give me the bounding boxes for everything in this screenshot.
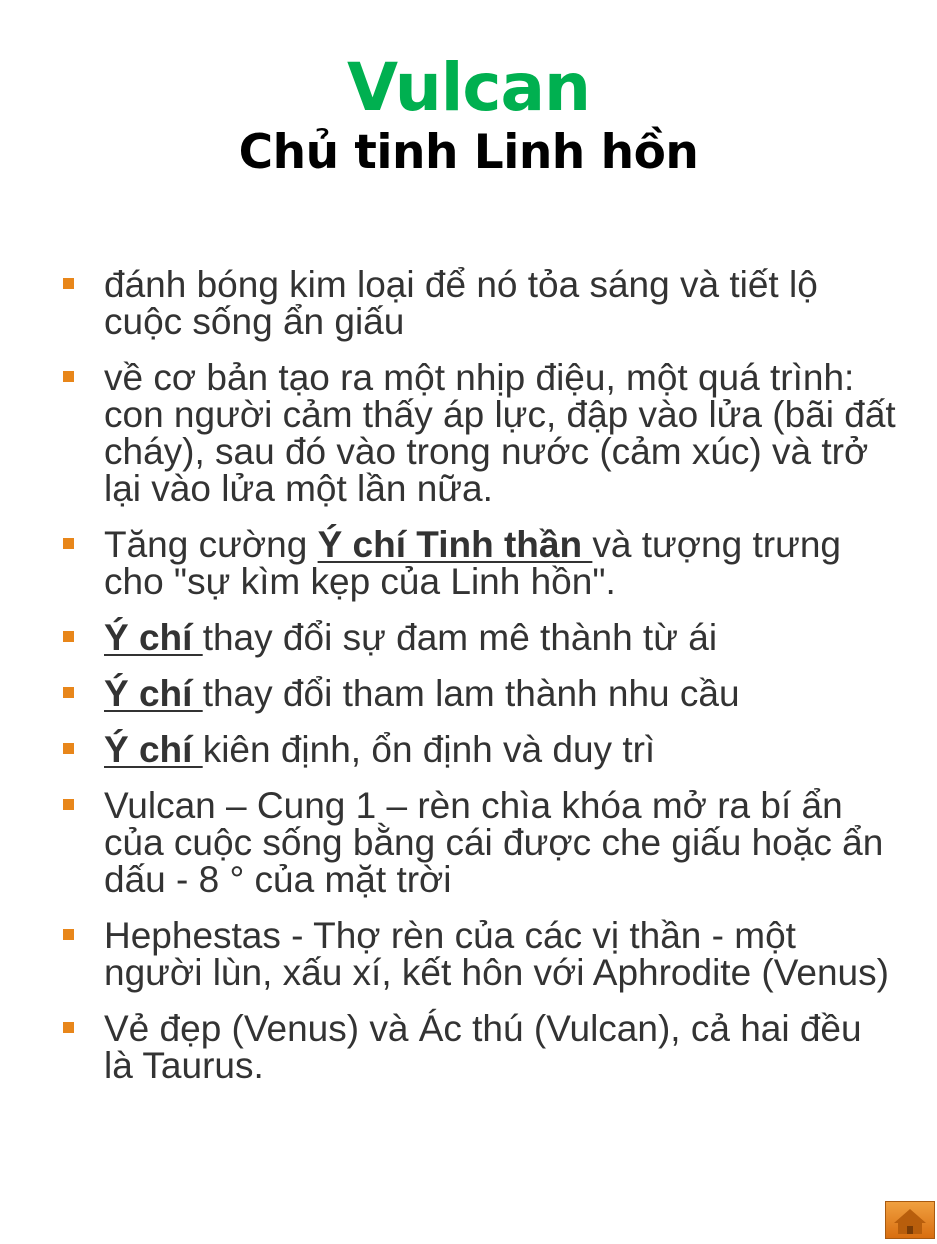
bullet-emphasis: Ý chí (104, 617, 203, 658)
bullet-emphasis: Ý chí Tinh thần (317, 524, 593, 565)
bullet-item (0, 359, 937, 507)
bullet-marker (63, 1022, 74, 1033)
bullet-marker (63, 687, 74, 698)
bullet-text: thay đổi sự đam mê thành từ ái (202, 617, 718, 658)
bullet-item (0, 787, 937, 898)
bullet-item (0, 1010, 937, 1084)
bullet-item (0, 526, 937, 600)
slide-title: Vulcan (347, 49, 590, 126)
bullet-marker (63, 371, 74, 382)
home-icon (886, 1202, 934, 1238)
home-button[interactable] (885, 1201, 935, 1239)
bullet-text-pre: Tăng cường (104, 524, 318, 565)
bullet-marker (63, 278, 74, 289)
bullet-item (0, 917, 937, 991)
bullet-item (0, 675, 937, 712)
bullet-item (0, 731, 937, 768)
bullet-list (0, 266, 937, 1103)
bullet-text: kiên định, ổn định và duy trì (202, 729, 656, 770)
bullet-text: Vulcan – Cung 1 – rèn chìa khóa mở ra bí ẩn của cuộc sống bằng cái được che giấu hoặc ẩn dấu - 8 ° của mặt trời (104, 785, 884, 900)
bullet-item (0, 619, 937, 656)
bullet-text: Hephestas - Thợ rèn của các vị thần - một người lùn, xấu xí, kết hôn với Aphrodite (Venus) (104, 915, 889, 993)
bullet-marker (63, 929, 74, 940)
bullet-text: đánh bóng kim loại để nó tỏa sáng và tiết lộ cuộc sống ẩn giấu (104, 264, 818, 342)
bullet-marker (63, 631, 74, 642)
slide-subtitle: Chủ tinh Linh hồn (238, 125, 699, 180)
bullet-item (0, 266, 937, 340)
bullet-text: Vẻ đẹp (Venus) và Ác thú (Vulcan), cả hai đều là Taurus. (104, 1008, 862, 1086)
bullet-text: về cơ bản tạo ra một nhịp điệu, một quá trình: con người cảm thấy áp lực, đập vào lửa (bãi đất cháy), sau đó vào trong nước (cảm xúc) và trở lại vào lửa một lần nữa. (104, 357, 896, 509)
bullet-text: và tượng trưng cho "sự kìm kẹp của Linh hồn". (104, 524, 842, 602)
bullet-marker (63, 799, 74, 810)
bullet-text: thay đổi tham lam thành nhu cầu (202, 673, 740, 714)
bullet-marker (63, 743, 74, 754)
bullet-emphasis: Ý chí (104, 673, 203, 714)
bullet-marker (63, 538, 74, 549)
bullet-emphasis: Ý chí (104, 729, 203, 770)
